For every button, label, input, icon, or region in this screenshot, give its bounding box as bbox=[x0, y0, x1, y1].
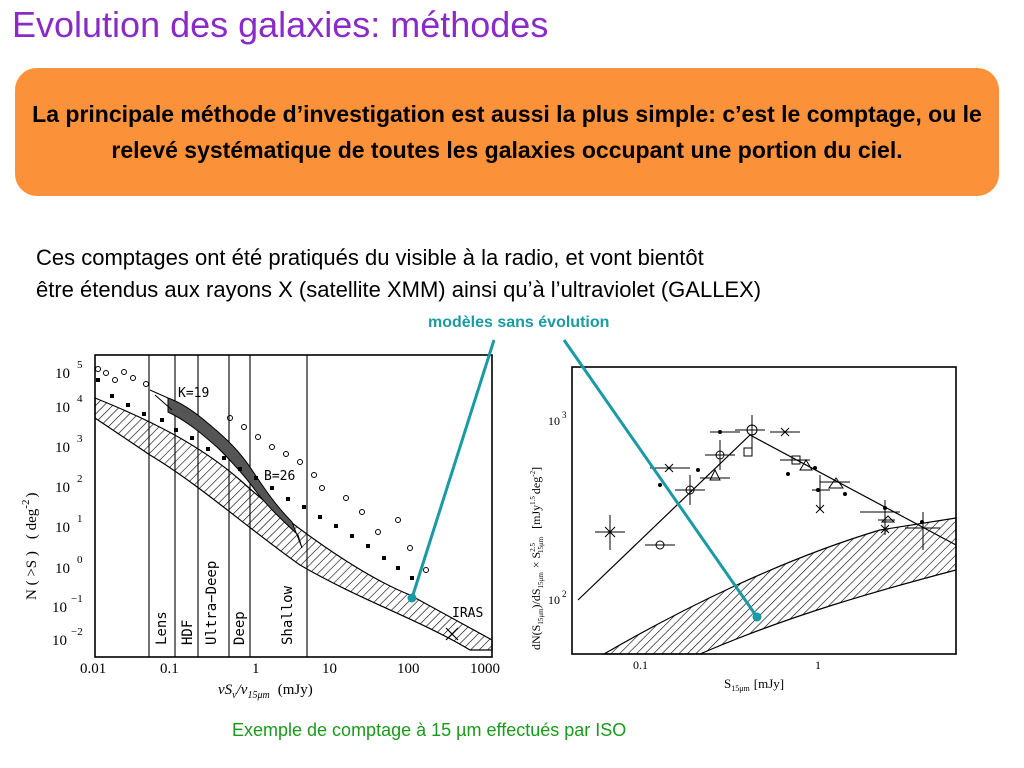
arrow-to-left-band bbox=[412, 340, 494, 598]
left-xlabel: $\nu S_\nu/\nu_{15\mu m}$ (mJy) bbox=[218, 682, 313, 701]
annotation-iras: IRAS bbox=[452, 606, 484, 621]
left-ytick-mant-2: 10 bbox=[55, 440, 70, 456]
right-plot bbox=[529, 367, 956, 693]
left-ytick-exp-0: 5 bbox=[77, 359, 83, 371]
left-xtick-3: 10 bbox=[322, 661, 337, 677]
right-ylabel: $dN(S_{15\mu m})/dS_{15\mu m}\times S^{2.5}15\mu m[mJy^{1.5}deg^{-2}]$ bbox=[529, 466, 545, 650]
band-deep: Deep bbox=[232, 611, 248, 645]
annotation-b26: B=26 bbox=[264, 469, 296, 484]
annotation-k19: K=19 bbox=[178, 386, 210, 401]
left-ytick-mant-0: 10 bbox=[55, 366, 70, 382]
left-xtick-2: 1 bbox=[252, 661, 260, 677]
right-ytick-exp-0: 3 bbox=[562, 410, 567, 420]
left-ylabel: N ( >S )( deg$^{-2}$) bbox=[20, 492, 40, 600]
left-ytick-mant-6: 10 bbox=[52, 600, 67, 616]
left-plot bbox=[20, 355, 500, 701]
left-xtick-0: 0.01 bbox=[80, 661, 107, 677]
right-ytick-mant-0: 10 bbox=[548, 414, 560, 428]
band-ultra-deep: Ultra−Deep bbox=[204, 560, 220, 645]
right-model-band bbox=[604, 518, 956, 654]
left-ytick-exp-3: 2 bbox=[77, 473, 83, 485]
body-line-1: Ces comptages ont été pratiqués du visible à la radio, et vont bientôt bbox=[36, 245, 704, 270]
right-ytick-mant-1: 10 bbox=[548, 593, 560, 607]
slide-title: Evolution des galaxies: méthodes bbox=[12, 4, 549, 45]
right-xtick-0: 0.1 bbox=[633, 658, 648, 672]
left-ytick-exp-1: 4 bbox=[77, 393, 83, 405]
left-ytick-mant-4: 10 bbox=[55, 520, 70, 536]
left-ytick-exp-4: 1 bbox=[77, 513, 83, 525]
left-xtick-5: 1000 bbox=[470, 661, 500, 677]
right-xtick-1: 1 bbox=[815, 658, 821, 672]
figure-caption: Exemple de comptage à 15 µm effectués par ISO bbox=[232, 720, 627, 740]
body-line-2: être étendus aux rayons X (satellite XMM) ainsi qu’à l’ultraviolet (GALLEX) bbox=[36, 277, 762, 302]
left-xtick-4: 100 bbox=[397, 661, 420, 677]
left-ytick-exp-7: −2 bbox=[71, 626, 83, 638]
left-xtick-1: 0.1 bbox=[160, 661, 179, 677]
left-ytick-exp-2: 3 bbox=[77, 433, 83, 445]
left-ytick-exp-6: −1 bbox=[71, 593, 83, 605]
left-ytick-mant-5: 10 bbox=[55, 561, 70, 577]
model-label: modèles sans évolution bbox=[428, 314, 610, 331]
left-ytick-exp-5: 0 bbox=[77, 554, 83, 566]
right-xlabel: $S_{15\mu m}$ [mJy] bbox=[724, 676, 785, 693]
model-arrows bbox=[409, 340, 760, 620]
band-hdf: HDF bbox=[180, 619, 196, 645]
left-ytick-mant-1: 10 bbox=[55, 400, 70, 416]
band-lens: Lens bbox=[154, 611, 170, 645]
left-ytick-mant-3: 10 bbox=[55, 480, 70, 496]
right-ytick-exp-1: 2 bbox=[562, 589, 567, 599]
left-ytick-mant-7: 10 bbox=[52, 633, 67, 649]
callout-text: La principale méthode d’investigation est aussi la plus simple: c’est le comptage, ou le relevé systématique de toutes les galaxies occupant une portion du ciel. bbox=[32, 101, 982, 163]
band-shallow: Shallow bbox=[280, 585, 296, 645]
